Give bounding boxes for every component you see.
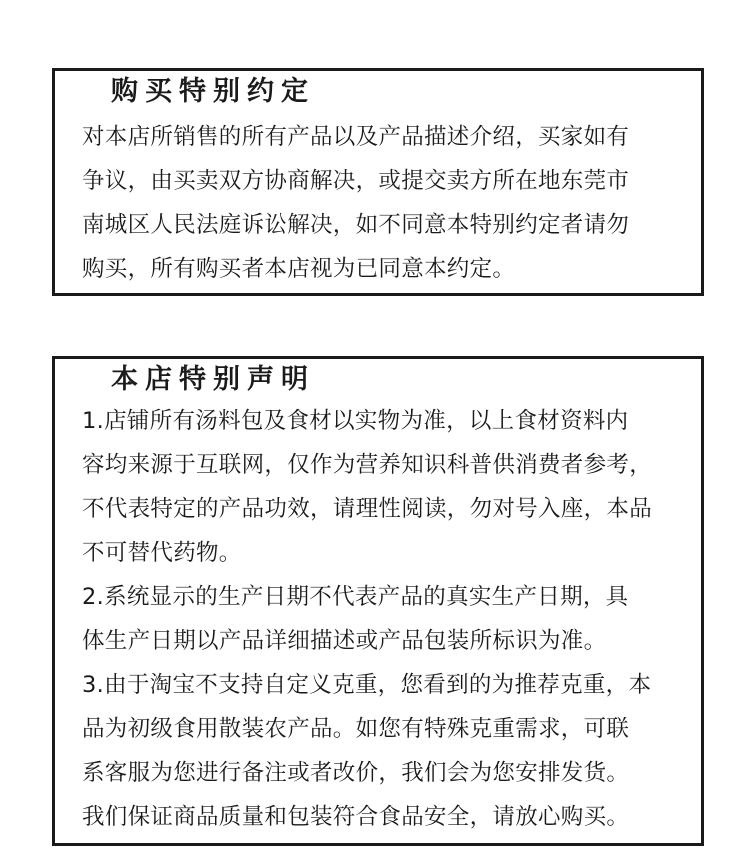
store-statement-line: 品为初级食用散装农产品。如您有特殊克重需求，可联 bbox=[82, 716, 630, 742]
purchase-agreement-line: 购买，所有购买者本店视为已同意本约定。 bbox=[82, 256, 516, 282]
store-statement-title: 本店特别声明 bbox=[99, 360, 333, 400]
store-statement-line: 我们保证商品质量和包装符合食品安全，请放心购买。 bbox=[82, 804, 630, 830]
store-statement-box bbox=[52, 356, 704, 846]
store-statement-line: 不可替代药物。 bbox=[82, 540, 242, 566]
store-statement-text bbox=[82, 399, 687, 839]
store-statement-line: 不代表特定的产品功效，请理性阅读，勿对号入座，本品 bbox=[82, 496, 653, 522]
store-statement-line: 3.由于淘宝不支持自定义克重，您看到的为推荐克重，本 bbox=[82, 672, 652, 698]
store-statement-line: 容均来源于互联网，仅作为营养知识科普供消费者参考， bbox=[82, 452, 653, 478]
purchase-agreement-line: 对本店所销售的所有产品以及产品描述介绍，买家如有 bbox=[82, 124, 630, 150]
purchase-agreement-text bbox=[82, 115, 687, 291]
purchase-agreement-title: 购买特别约定 bbox=[99, 72, 333, 112]
store-statement-line: 体生产日期以产品详细描述或产品包装所标识为准。 bbox=[82, 628, 607, 654]
purchase-agreement-line: 争议，由买卖双方协商解决，或提交卖方所在地东莞市 bbox=[82, 168, 630, 194]
purchase-agreement-box bbox=[52, 68, 704, 296]
store-statement-line: 2.系统显示的生产日期不代表产品的真实生产日期，具 bbox=[82, 584, 629, 610]
store-statement-line: 系客服为您进行备注或者改价，我们会为您安排发货。 bbox=[82, 760, 630, 786]
store-statement-line: 1.店铺所有汤料包及食材以实物为准，以上食材资料内 bbox=[82, 408, 629, 434]
purchase-agreement-line: 南城区人民法庭诉讼解决，如不同意本特别约定者请勿 bbox=[82, 212, 630, 238]
